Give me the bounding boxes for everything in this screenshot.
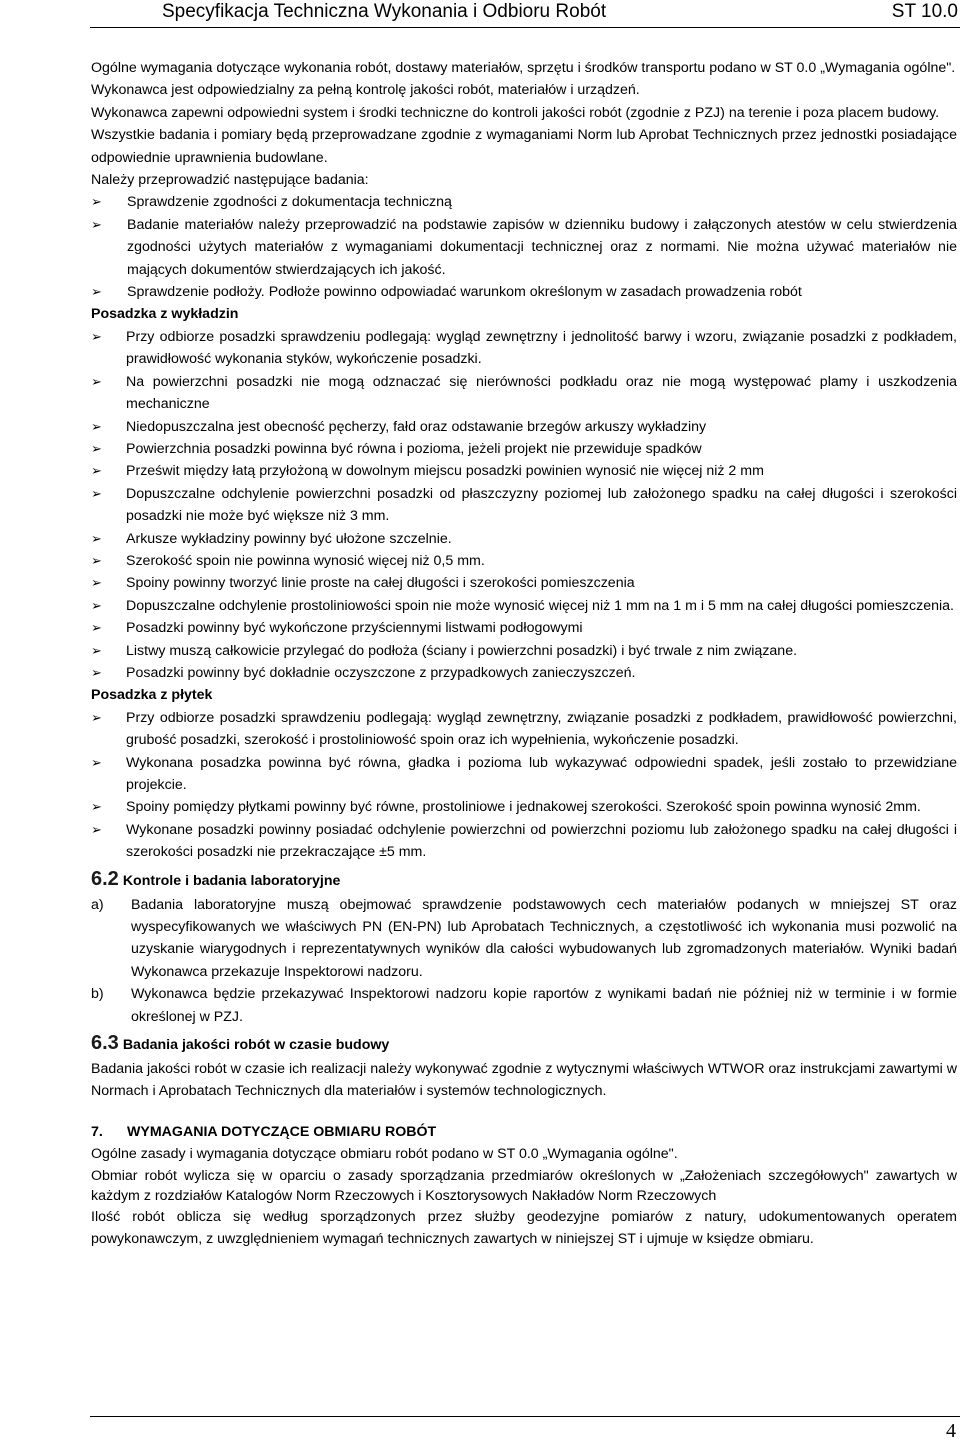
list-item: ➢ Przy odbiorze posadzki sprawdzeniu podlegają: wygląd zewnętrzny, związanie posadzki z podkładem, prawidłowość powierzchni, grubość posadzki, szerokość i prostoliniowość spoin oraz ich wypełnienia, wykończenie posadzki. xyxy=(91,707,957,752)
arrow-bullet-icon: ➢ xyxy=(91,284,102,300)
intro-paragraph: Wykonawca zapewni odpowiedni system i środki techniczne do kontroli jakości robót (zgodnie z PZJ) na terenie i poza placem budowy. xyxy=(91,104,940,121)
arrow-bullet-icon: ➢ xyxy=(91,440,102,456)
list-item: ➢ Listwy muszą całkowicie przylegać do podłoża (ściany i powierzchni posadzki) i być trwale z nim związane. xyxy=(91,640,957,662)
section-heading-6-3 xyxy=(91,1030,957,1058)
section-paragraph: Badania jakości robót w czasie ich realizacji należy wykonywać zgodnie z wytycznymi właściwych WTWOR oraz instrukcjami zawartymi w Normach i Aprobatach Technicznych dla materiałów i systemów technologicznych. xyxy=(91,1061,957,1100)
section-number: 6.2 xyxy=(91,867,119,890)
arrow-bullet-icon: ➢ xyxy=(91,754,102,770)
arrow-bullet-icon: ➢ xyxy=(91,575,102,591)
section-heading-6-2 xyxy=(91,866,957,894)
footer-divider xyxy=(90,1416,960,1417)
list-item: ➢ Sprawdzenie podłoży. Podłoże powinno odpowiadać warunkom określonym w zasadach prowadzenia robót xyxy=(91,281,957,303)
arrow-bullet-icon: ➢ xyxy=(91,418,102,434)
list-item: ➢ Przy odbiorze posadzki sprawdzeniu podlegają: wygląd zewnętrzny i jednolitość barwy i wzoru, związanie posadzki z podkładem, prawidłowość wykonania styków, wykończenie posadzki. xyxy=(91,326,957,371)
page-number: 4 xyxy=(946,1420,956,1442)
list-marker: b) xyxy=(91,986,104,1003)
list-item: ➢ Arkusze wykładziny powinny być ułożone szczelnie. xyxy=(91,528,957,550)
arrow-bullet-icon: ➢ xyxy=(91,799,102,815)
arrow-bullet-icon: ➢ xyxy=(91,642,102,658)
list-item: ➢ Szerokość spoin nie powinna wynosić więcej niż 0,5 mm. xyxy=(91,550,957,572)
list-item: ➢ Dopuszczalne odchylenie powierzchni posadzki od płaszczyzny poziomej lub założonego spadku na całej długości i szerokości posadzki nie może być większe niż 3 mm. xyxy=(91,483,957,528)
section-number: 7. xyxy=(91,1123,103,1140)
list-item: ➢ Dopuszczalne odchylenie prostoliniowości spoin nie może wynosić więcej niż 1 mm na 1 m i 5 mm na całej długości pomieszczenia. xyxy=(91,595,957,617)
list-item: b) Wykonawca będzie przekazywać Inspektorowi nadzoru kopie raportów z wynikami badań nie później niż w terminie i w formie określonej w PZJ. xyxy=(91,983,957,1028)
list-item: ➢ Wykonana posadzka powinna być równa, gładka i pozioma lub wykazywać odpowiedni spadek, jeśli zostało to przewidziane projekcie. xyxy=(91,752,957,797)
section-number: 6.3 xyxy=(91,1032,119,1055)
page-header xyxy=(0,0,960,26)
list-item: ➢ Spoiny pomiędzy płytkami powinny być równe, prostoliniowe i jednakowej szerokości. Szerokość spoin powinna wynosić 2mm. xyxy=(91,796,957,818)
list-item: ➢ Sprawdzenie zgodności z dokumentacja techniczną xyxy=(91,191,957,213)
section-paragraph: Obmiar robót wylicza się w oparciu o zasady sporządzania przedmiarów określonych w „Założeniach szczegółowych" zawartych w każdym z rozdziałów Katalogów Norm Rzeczowych i Kosztorysowych Nakładów Norm Rzeczowych xyxy=(91,1167,957,1204)
list-item: ➢ Prześwit między łatą przyłożoną w dowolnym miejscu posadzki powinien wynosić nie więcej niż 2 mm xyxy=(91,460,957,482)
list-item: ➢ Posadzki powinny być dokładnie oczyszczone z przypadkowych zanieczyszczeń. xyxy=(91,662,957,684)
document-body xyxy=(91,57,957,1251)
arrow-bullet-icon: ➢ xyxy=(91,373,102,389)
intro-paragraph: Wszystkie badania i pomiary będą przeprowadzane zgodnie z wymaganiami Norm lub Aprobat Technicznych przez jednostki posiadające odpowiednie uprawnienia budowlane. xyxy=(91,127,957,166)
document-title: Specyfikacja Techniczna Wykonania i Odbioru Robót xyxy=(162,1,607,22)
intro-paragraph: Ogólne wymagania dotyczące wykonania robót, dostawy materiałów, sprzętu i środków transportu podano w ST 0.0 „Wymagania ogólne". xyxy=(91,60,956,76)
section-heading-tiles: Posadzka z płytek xyxy=(91,687,213,704)
arrow-bullet-icon: ➢ xyxy=(91,485,102,501)
section-paragraph: Ogólne zasady i wymagania dotyczące obmiaru robót podano w ST 0.0 „Wymagania ogólne". xyxy=(91,1146,678,1163)
list-item: ➢ Niedopuszczalna jest obecność pęcherzy, fałd oraz odstawanie brzegów arkuszy wykładziny xyxy=(91,416,957,438)
arrow-bullet-icon: ➢ xyxy=(91,709,102,725)
list-item: a) Badania laboratoryjne muszą obejmować sprawdzenie podstawowych cech materiałów podanych w mniejszej ST oraz wyspecyfikowanych we właściwych PN (EN-PN) lub Aprobatach Technicznych, a częstotliwość ich wykonania musi pozwolić na uzyskanie wiarygodnych i reprezentatywnych wyników dla całości wybudowanych lub zgromadzonych materiałów. Wyniki badań Wykonawca przekazuje Inspektorowi nadzoru. xyxy=(91,894,957,984)
section-title: Badania jakości robót w czasie budowy xyxy=(122,1037,390,1054)
section-title: Kontrole i badania laboratoryjne xyxy=(122,872,341,889)
spec-code: ST 10.0 xyxy=(891,1,958,22)
section-title: WYMAGANIA DOTYCZĄCE OBMIARU ROBÓT xyxy=(127,1123,437,1140)
section-paragraph: Ilość robót oblicza się według sporządzonych przez służby geodezyjne pomiarów z natury, udokumentowanych operatem powykonawczym, z uwzględnieniem wymagań technicznych zawartych w niniejszej ST i ujmuje w księdze obmiaru. xyxy=(91,1208,957,1248)
list-item: ➢ Powierzchnia posadzki powinna być równa i pozioma, jeżeli projekt nie przewiduje spadków xyxy=(91,438,957,460)
list-marker: a) xyxy=(91,896,104,913)
section-heading-7 xyxy=(91,1121,957,1143)
list-item: ➢ Na powierzchni posadzki nie mogą odznaczać się nierówności podkładu oraz nie mogą występować plamy i uszkodzenia mechaniczne xyxy=(91,371,957,416)
arrow-bullet-icon: ➢ xyxy=(91,664,102,680)
arrow-bullet-icon: ➢ xyxy=(91,597,102,613)
arrow-bullet-icon: ➢ xyxy=(91,216,102,232)
header-divider xyxy=(90,27,960,28)
arrow-bullet-icon: ➢ xyxy=(91,463,102,479)
list-item: ➢ Spoiny powinny tworzyć linie proste na całej długości i szerokości pomieszczenia xyxy=(91,572,957,594)
arrow-bullet-icon: ➢ xyxy=(91,620,102,636)
arrow-bullet-icon: ➢ xyxy=(91,194,102,210)
intro-paragraph: Należy przeprowadzić następujące badania: xyxy=(91,172,369,189)
section-heading-carpet: Posadzka z wykładzin xyxy=(91,306,239,323)
intro-paragraph: Wykonawca jest odpowiedzialny za pełną kontrolę jakości robót, materiałów i urządzeń. xyxy=(91,82,640,99)
arrow-bullet-icon: ➢ xyxy=(91,328,102,344)
arrow-bullet-icon: ➢ xyxy=(91,530,102,546)
arrow-bullet-icon: ➢ xyxy=(91,552,102,568)
arrow-bullet-icon: ➢ xyxy=(91,821,102,837)
list-item: ➢ Wykonane posadzki powinny posiadać odchylenie powierzchni od powierzchni poziomu lub założonego spadku na całej długości i szerokości posadzki nie przekraczające ±5 mm. xyxy=(91,819,957,864)
list-item: ➢ Posadzki powinny być wykończone przyściennymi listwami podłogowymi xyxy=(91,617,957,639)
list-item: ➢ Badanie materiałów należy przeprowadzić na podstawie zapisów w dzienniku budowy i załączonych atestów w celu stwierdzenia zgodności użytych materiałów z wymaganiami dokumentacji technicznej oraz z normami. Nie można używać materiałów nie mających dokumentów stwierdzających ich jakość. xyxy=(91,214,957,281)
